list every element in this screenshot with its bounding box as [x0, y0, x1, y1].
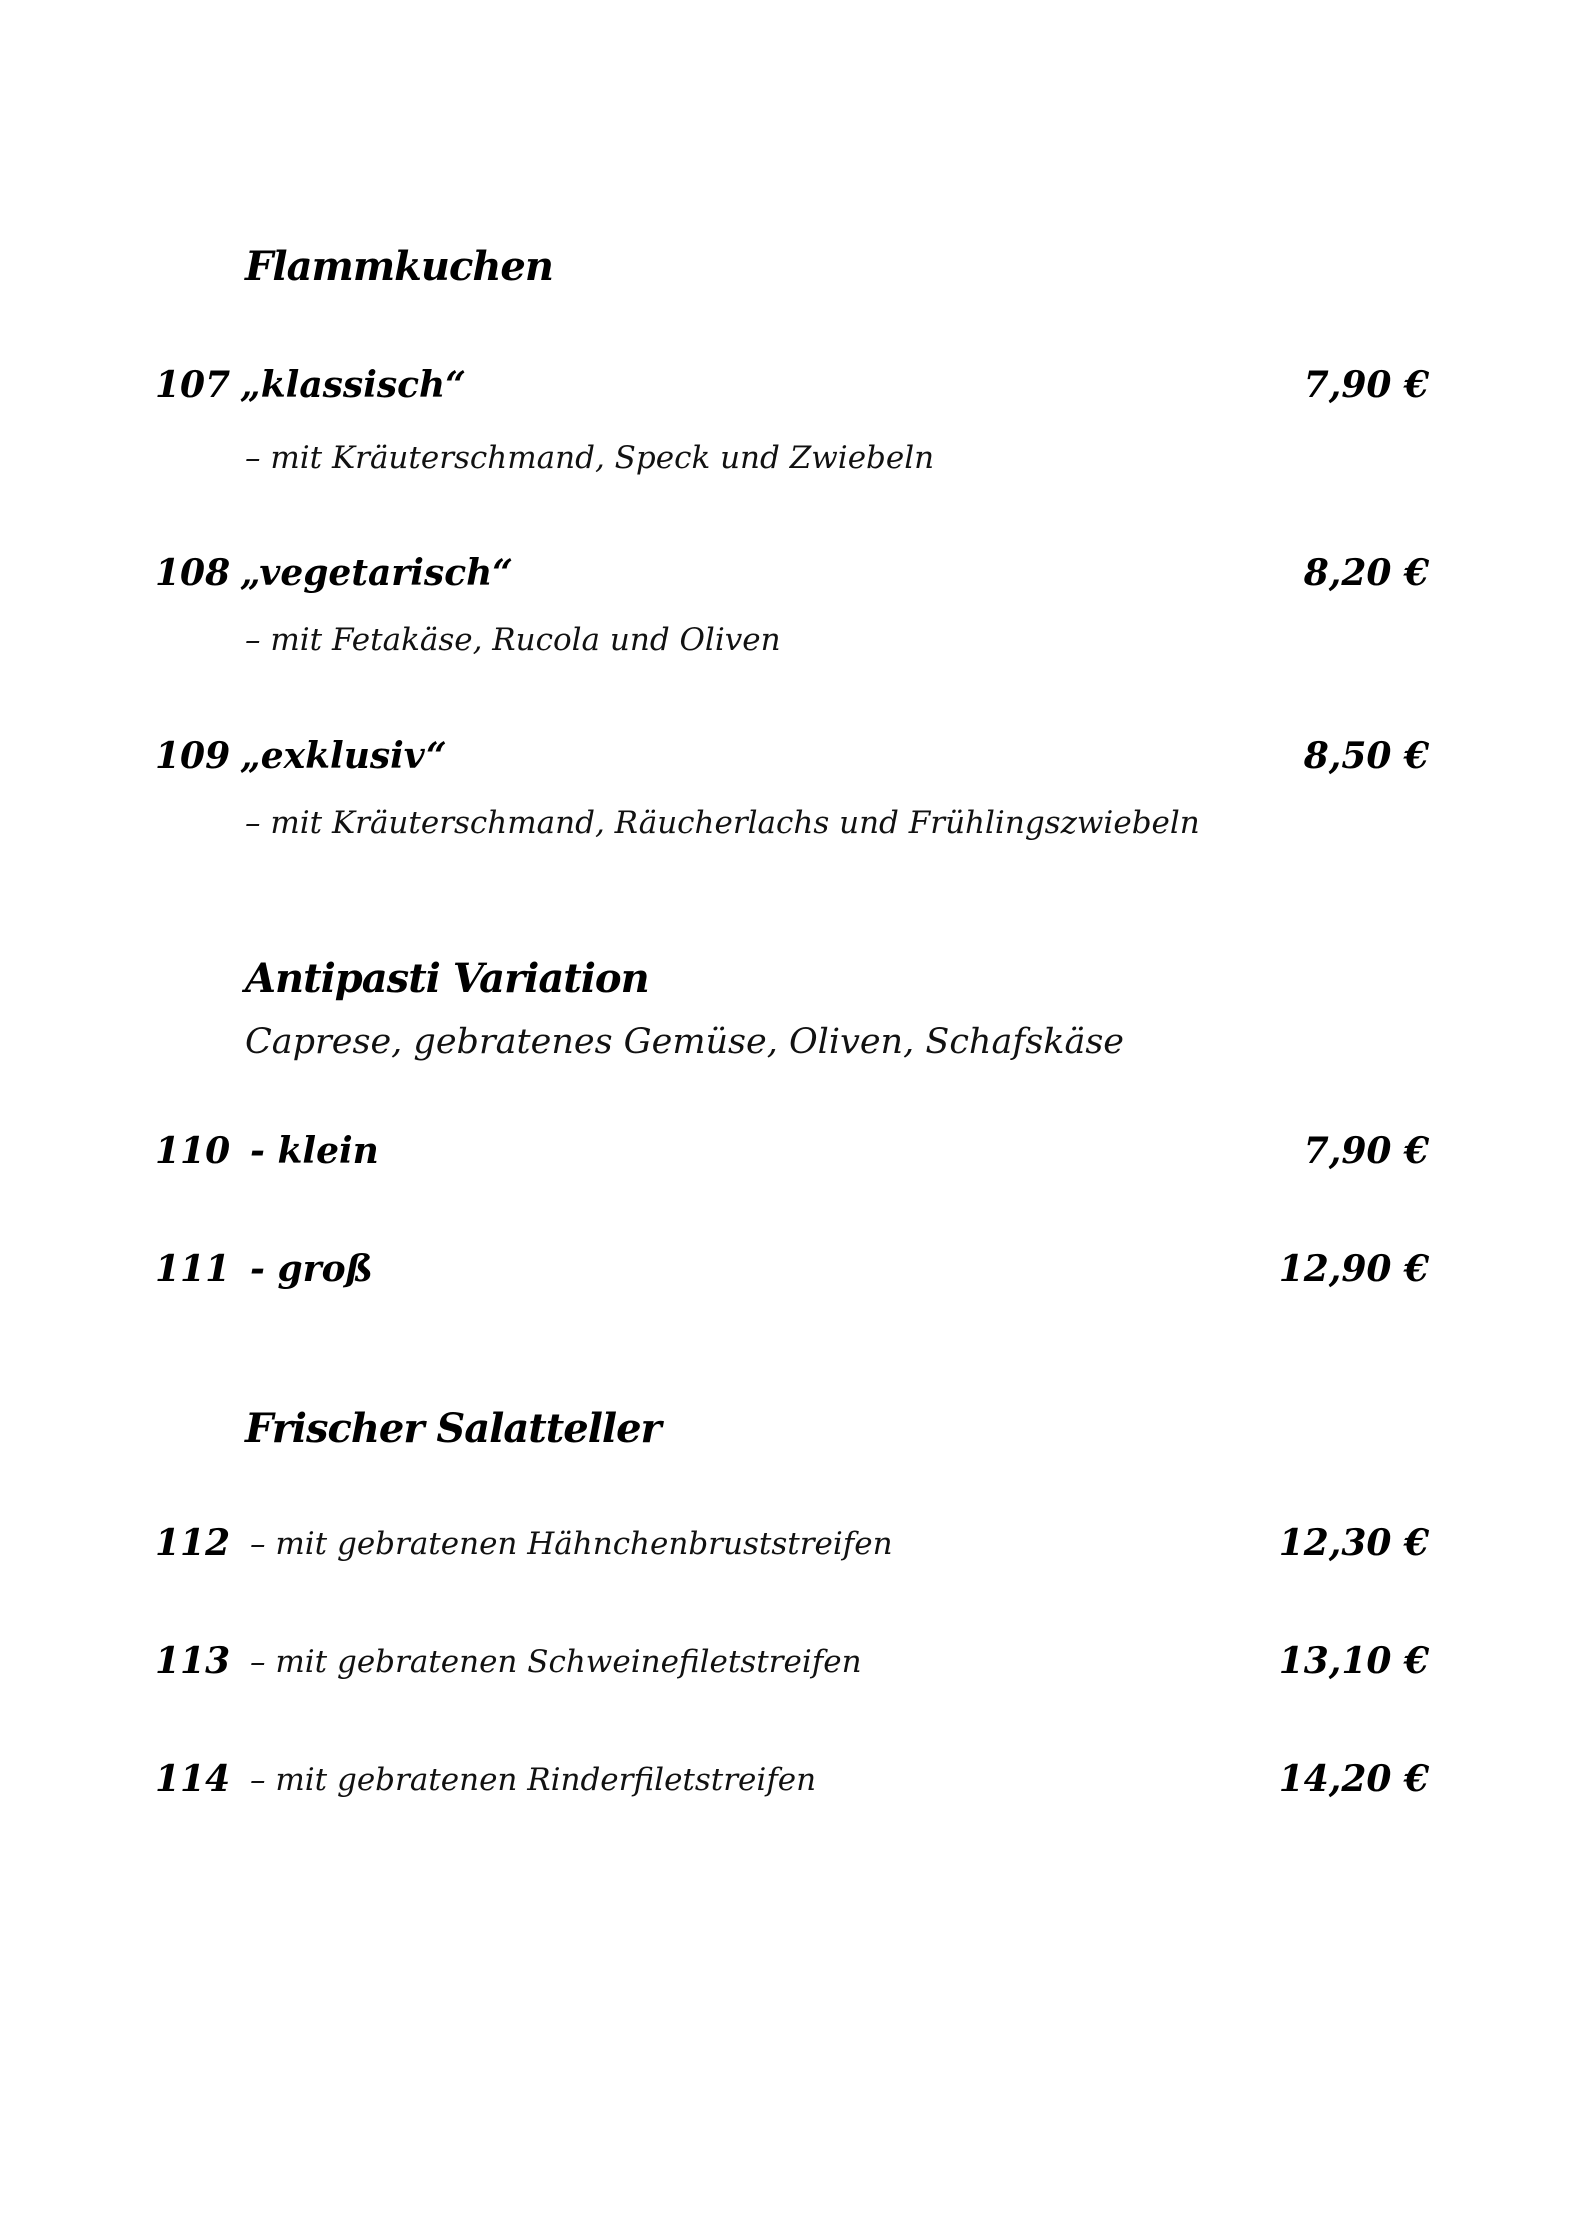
item-price: 7,90 €: [1303, 1130, 1429, 1172]
item-price: 7,90 €: [1303, 364, 1429, 406]
item-price: 14,20 €: [1278, 1758, 1429, 1800]
item-name: – mit gebratenen Hähnchenbruststreifen: [250, 1526, 893, 1562]
section-title-salat: Frischer Salatteller: [245, 1405, 661, 1452]
item-name: - klein: [250, 1130, 379, 1172]
item-name: – mit gebratenen Rinderfiletstreifen: [250, 1762, 817, 1798]
item-price: 13,10 €: [1278, 1640, 1429, 1682]
item-number: 109: [155, 735, 231, 777]
section-title-flammkuchen: Flammkuchen: [245, 243, 553, 290]
item-description: – mit Fetakäse, Rucola und Oliven: [245, 622, 781, 658]
item-name: - groß: [250, 1248, 373, 1290]
item-price: 8,20 €: [1303, 552, 1429, 594]
item-price: 12,30 €: [1278, 1522, 1429, 1564]
item-name: „vegetarisch“: [240, 552, 513, 594]
item-name: – mit gebratenen Schweinefiletstreifen: [250, 1644, 862, 1680]
item-number: 114: [155, 1758, 231, 1800]
item-number: 110: [155, 1130, 231, 1172]
item-name: „klassisch“: [240, 364, 466, 406]
item-number: 107: [155, 364, 231, 406]
item-price: 8,50 €: [1303, 735, 1429, 777]
item-description: – mit Kräuterschmand, Speck und Zwiebeln: [245, 440, 935, 476]
section-title-antipasti: Antipasti Variation: [245, 955, 649, 1002]
item-number: 111: [155, 1248, 231, 1290]
item-description: – mit Kräuterschmand, Räucherlachs und Frühlingszwiebeln: [245, 805, 1200, 841]
item-number: 108: [155, 552, 231, 594]
item-name: „exklusiv“: [240, 735, 447, 777]
section-subtitle-antipasti: Caprese, gebratenes Gemüse, Oliven, Schafskäse: [245, 1022, 1124, 1062]
item-number: 112: [155, 1522, 231, 1564]
item-number: 113: [155, 1640, 231, 1682]
item-price: 12,90 €: [1278, 1248, 1429, 1290]
